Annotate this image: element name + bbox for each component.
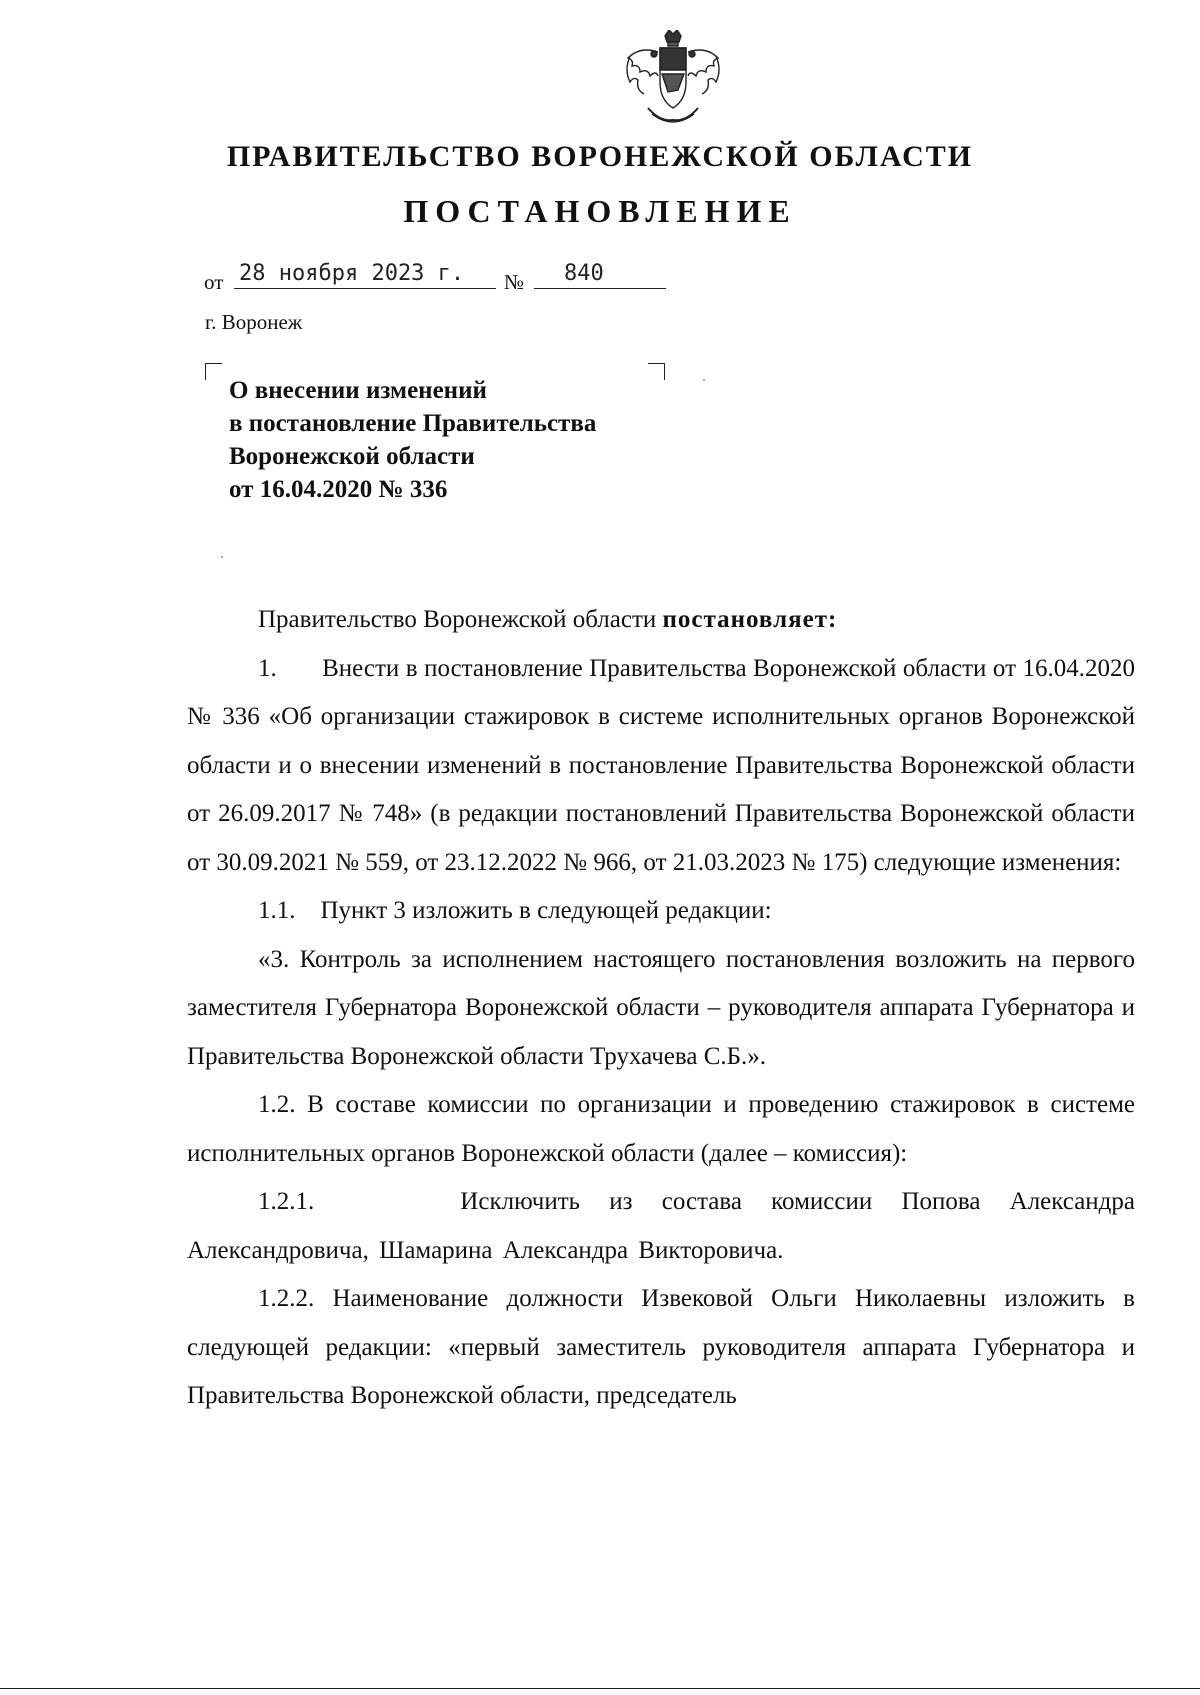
- document-number: 840: [564, 261, 604, 286]
- government-title: ПРАВИТЕЛЬСТВО ВОРОНЕЖСКОЙ ОБЛАСТИ: [226, 140, 974, 173]
- document-subject: [229, 374, 596, 506]
- preamble-decision: постановляет:: [662, 606, 838, 633]
- subject-line: Воронежской области: [229, 443, 475, 470]
- document-date: 28 ноября 2023 г.: [239, 261, 465, 286]
- document-type-title: ПОСТАНОВЛЕНИЕ: [403, 193, 797, 229]
- scan-speck: [221, 556, 223, 558]
- city-name: г. Воронеж: [205, 310, 303, 334]
- coat-of-arms-emblem: [618, 30, 728, 130]
- from-label: от: [204, 270, 224, 294]
- paragraph-1-2: 1.2. В составе комиссии по организации и проведению стажировок в системе исполнительных органов Воронежской области (далее – комиссия):: [187, 1091, 1135, 1167]
- paragraph-1-2-1: 1.2.1. Исключить из состава комиссии Попова Александра Александровича, Шамарина Александра Викторовича.: [187, 1188, 1135, 1264]
- subject-line: в постановление Правительства: [229, 410, 597, 437]
- date-number-line: [204, 258, 664, 294]
- date-underline: [234, 288, 496, 289]
- paragraph-1-1-quote: «3. Контроль за исполнением настоящего постановления возложить на первого заместителя Губернатора Воронежской области – руководителя аппарата Губернатора и Правительства Воронежской области Трухачева С.Б.».: [187, 945, 1135, 1070]
- page-bottom-edge: [0, 1688, 1200, 1689]
- corner-mark-right: [648, 363, 665, 380]
- paragraph-1: 1. Внести в постановление Правительства Воронежской области от 16.04.2020 № 336 «Об организации стажировок в системе исполнительных органов Воронежской области и о внесении изменений в постановление Правительства Воронежской области от 26.09.2017 № 748» (в редакции постановлений Правительства Воронежской области от 30.09.2021 № 559, от 23.12.2022 № 966, от 21.03.2023 № 175) следующие изменения:: [187, 654, 1135, 876]
- subject-line: О внесении изменений: [229, 377, 487, 404]
- number-label: №: [504, 270, 525, 294]
- preamble-text: Правительство Воронежской области: [258, 606, 663, 633]
- paragraph-1-1: 1.1. Пункт 3 изложить в следующей редакции:: [258, 897, 772, 924]
- number-underline: [534, 288, 666, 289]
- preamble-paragraph: [187, 596, 1135, 645]
- corner-mark-left: [205, 363, 222, 380]
- paragraph-1-2-2: 1.2.2. Наименование должности Извековой Ольги Николаевны изложить в следующей редакции: «первый заместитель руководителя аппарата Губернатора и Правительства Воронежской области, председатель: [187, 1285, 1135, 1409]
- subject-line: от 16.04.2020 № 336: [229, 476, 448, 503]
- document-body: [187, 596, 1135, 1421]
- scan-speck: [703, 379, 705, 381]
